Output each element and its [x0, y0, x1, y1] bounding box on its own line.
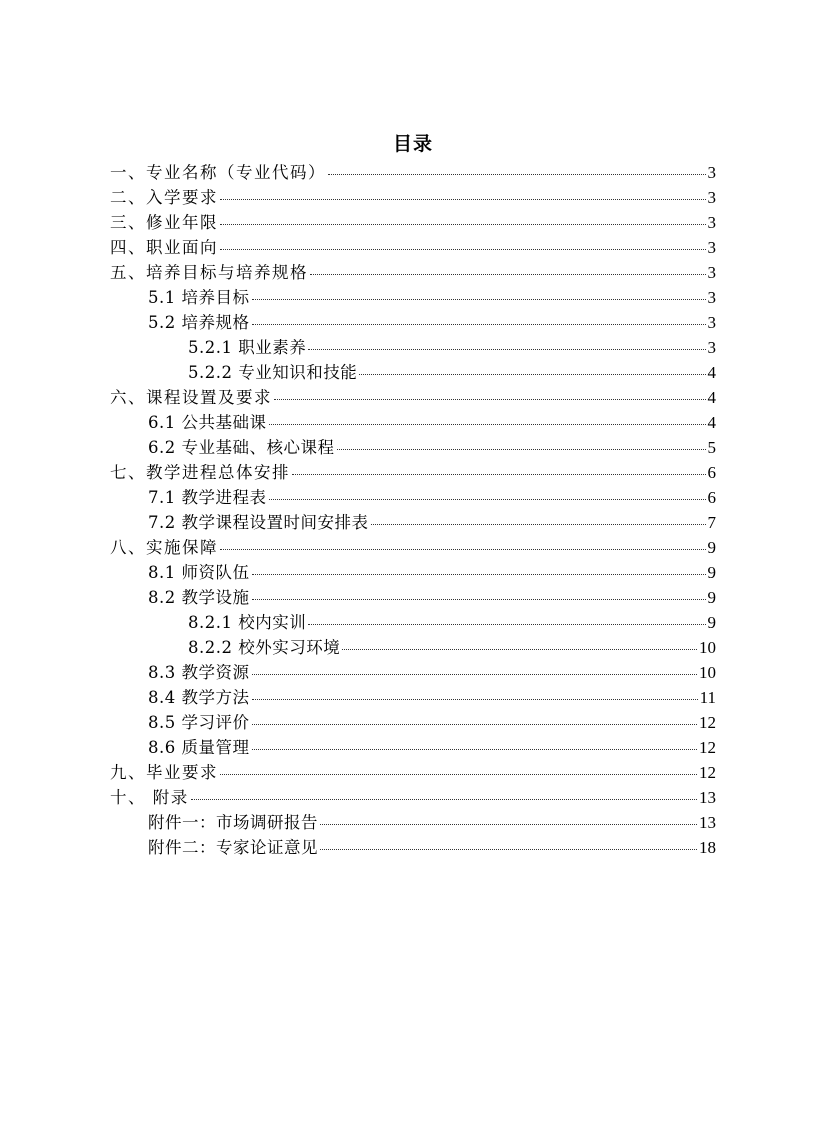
- toc-entry-label: 8.2.2 校外实习环境: [188, 638, 341, 657]
- toc-dot-leader: [310, 273, 706, 275]
- toc-entry-label: 7.1 教学进程表: [148, 488, 267, 507]
- toc-entry-label: 8.4 教学方法: [148, 688, 250, 707]
- toc-entry-label: 7.2 教学课程设置时间安排表: [148, 513, 369, 532]
- toc-entry-page-number: 3: [707, 263, 716, 282]
- toc-dot-leader: [220, 248, 706, 250]
- toc-dot-leader: [252, 323, 706, 325]
- toc-entry-page-number: 6: [707, 488, 716, 507]
- toc-entry[interactable]: [110, 335, 716, 360]
- toc-entry-page-number: 3: [707, 238, 716, 257]
- toc-entry-label: 一、专业名称（专业代码）: [110, 163, 326, 182]
- toc-entry[interactable]: [110, 635, 716, 660]
- toc-entry-page-number: 9: [707, 613, 716, 632]
- toc-entry[interactable]: [110, 685, 716, 710]
- toc-entry-page-number: 12: [699, 713, 716, 732]
- toc-entry[interactable]: [110, 510, 716, 535]
- toc-entry-label: 二、入学要求: [110, 188, 218, 207]
- toc-entry-label: 附件一：市场调研报告: [148, 813, 318, 832]
- toc-entry[interactable]: [110, 185, 716, 210]
- toc-entry[interactable]: [110, 360, 716, 385]
- toc-entry[interactable]: [110, 835, 716, 860]
- toc-dot-leader: [337, 448, 706, 450]
- toc-entry[interactable]: [110, 810, 716, 835]
- toc-entry-page-number: 13: [699, 813, 716, 832]
- toc-entry-page-number: 12: [699, 763, 716, 782]
- toc-entry[interactable]: [110, 735, 716, 760]
- toc-entry-page-number: 3: [707, 213, 716, 232]
- toc-entry-page-number: 3: [707, 288, 716, 307]
- toc-entry-page-number: 3: [707, 338, 716, 357]
- toc-entry-label: 十、 附录: [110, 788, 189, 807]
- toc-entry[interactable]: [110, 385, 716, 410]
- toc-entry-page-number: 9: [707, 538, 716, 557]
- toc-entry-page-number: 18: [699, 838, 716, 857]
- toc-dot-leader: [320, 848, 697, 850]
- toc-entry[interactable]: [110, 460, 716, 485]
- toc-dot-leader: [252, 298, 706, 300]
- toc-entry-label: 8.3 教学资源: [148, 663, 250, 682]
- toc-dot-leader: [292, 473, 706, 475]
- toc-entry-page-number: 12: [699, 738, 716, 757]
- toc-entry[interactable]: [110, 535, 716, 560]
- toc-entry[interactable]: [110, 160, 716, 185]
- toc-entry-label: 附件二：专家论证意见: [148, 838, 318, 857]
- toc-entry-label: 5.2 培养规格: [148, 313, 250, 332]
- table-of-contents: [110, 160, 716, 860]
- toc-dot-leader: [274, 398, 706, 400]
- toc-entry-label: 三、修业年限: [110, 213, 218, 232]
- toc-entry-page-number: 4: [707, 413, 716, 432]
- toc-dot-leader: [328, 173, 706, 175]
- toc-dot-leader: [252, 573, 706, 575]
- toc-entry-page-number: 3: [707, 313, 716, 332]
- toc-entry-page-number: 6: [707, 463, 716, 482]
- toc-entry-page-number: 4: [707, 388, 716, 407]
- toc-dot-leader: [371, 523, 706, 525]
- toc-entry-label: 8.2.1 校内实训: [188, 613, 307, 632]
- toc-entry-page-number: 10: [699, 638, 716, 657]
- toc-dot-leader: [252, 723, 698, 725]
- toc-entry-page-number: 13: [699, 788, 716, 807]
- toc-entry[interactable]: [110, 785, 716, 810]
- toc-dot-leader: [308, 348, 705, 350]
- toc-dot-leader: [269, 498, 706, 500]
- toc-entry-label: 5.2.1 职业素养: [188, 338, 307, 357]
- toc-entry[interactable]: [110, 585, 716, 610]
- toc-dot-leader: [220, 223, 706, 225]
- toc-entry-page-number: 3: [707, 188, 716, 207]
- toc-entry-label: 七、教学进程总体安排: [110, 463, 290, 482]
- toc-entry[interactable]: [110, 260, 716, 285]
- toc-dot-leader: [252, 673, 698, 675]
- toc-entry[interactable]: [110, 485, 716, 510]
- toc-entry-label: 五、培养目标与培养规格: [110, 263, 308, 282]
- toc-entry-page-number: 3: [707, 163, 716, 182]
- toc-dot-leader: [342, 648, 697, 650]
- toc-dot-leader: [308, 623, 705, 625]
- toc-entry[interactable]: [110, 285, 716, 310]
- toc-dot-leader: [252, 748, 698, 750]
- toc-dot-leader: [220, 773, 697, 775]
- toc-dot-leader: [252, 698, 698, 700]
- toc-entry[interactable]: [110, 560, 716, 585]
- toc-entry[interactable]: [110, 435, 716, 460]
- toc-entry-label: 四、职业面向: [110, 238, 218, 257]
- toc-entry-label: 6.1 公共基础课: [148, 413, 267, 432]
- toc-entry[interactable]: [110, 710, 716, 735]
- toc-dot-leader: [269, 423, 706, 425]
- toc-entry-page-number: 10: [699, 663, 716, 682]
- toc-entry[interactable]: [110, 610, 716, 635]
- toc-entry-label: 5.1 培养目标: [148, 288, 250, 307]
- toc-dot-leader: [191, 798, 697, 800]
- toc-entry-label: 6.2 专业基础、核心课程: [148, 438, 335, 457]
- toc-entry[interactable]: [110, 410, 716, 435]
- toc-entry-label: 8.5 学习评价: [148, 713, 250, 732]
- toc-entry[interactable]: [110, 660, 716, 685]
- toc-entry[interactable]: [110, 210, 716, 235]
- toc-dot-leader: [220, 198, 706, 200]
- toc-entry-page-number: 4: [707, 363, 716, 382]
- toc-entry[interactable]: [110, 760, 716, 785]
- toc-entry-page-number: 11: [699, 688, 716, 707]
- toc-entry[interactable]: [110, 310, 716, 335]
- toc-entry-page-number: 7: [707, 513, 716, 532]
- toc-entry-page-number: 9: [707, 588, 716, 607]
- toc-dot-leader: [252, 598, 706, 600]
- toc-entry-label: 八、实施保障: [110, 538, 218, 557]
- toc-dot-leader: [220, 548, 706, 550]
- toc-dot-leader: [359, 373, 705, 375]
- toc-entry-label: 8.2 教学设施: [148, 588, 250, 607]
- toc-entry-label: 六、课程设置及要求: [110, 388, 272, 407]
- toc-dot-leader: [320, 823, 697, 825]
- toc-entry-label: 8.1 师资队伍: [148, 563, 250, 582]
- toc-entry-label: 九、毕业要求: [110, 763, 218, 782]
- toc-entry-label: 8.6 质量管理: [148, 738, 250, 757]
- toc-title: 目录: [392, 133, 433, 155]
- toc-entry-page-number: 5: [707, 438, 716, 457]
- toc-entry-page-number: 9: [707, 563, 716, 582]
- toc-entry[interactable]: [110, 235, 716, 260]
- toc-entry-label: 5.2.2 专业知识和技能: [188, 363, 358, 382]
